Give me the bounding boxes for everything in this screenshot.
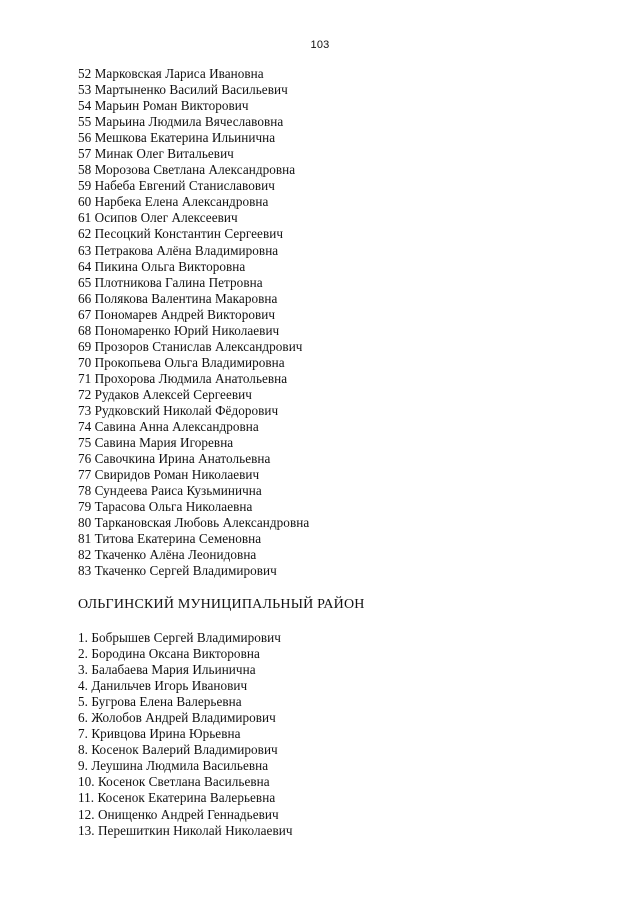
name-list-olginsky (78, 630, 293, 839)
list-item: 70 Прокопьева Ольга Владимировна (78, 354, 285, 370)
list-item: 65 Плотникова Галина Петровна (78, 274, 263, 290)
list-item: 60 Нарбека Елена Александровна (78, 194, 269, 210)
list-item: 61 Осипов Олег Алексеевич (78, 210, 238, 226)
list-item: 80 Таркановская Любовь Александровна (78, 515, 310, 531)
list-item: 6. Жолобов Андрей Владимирович (78, 710, 276, 726)
list-item: 58 Морозова Светлана Александровна (78, 162, 296, 178)
list-item: 56 Мешкова Екатерина Ильинична (78, 130, 276, 146)
name-list-continued (78, 66, 309, 580)
list-item: 78 Сундеева Раиса Кузьминична (78, 483, 262, 499)
list-item: 62 Песоцкий Константин Сергеевич (78, 226, 284, 242)
list-item: 73 Рудковский Николай Фёдорович (78, 402, 279, 418)
list-item: 74 Савина Анна Александровна (78, 419, 259, 435)
list-item: 10. Косенок Светлана Васильевна (78, 774, 270, 790)
list-item: 67 Пономарев Андрей Викторович (78, 306, 276, 322)
list-item: 64 Пикина Ольга Викторовна (78, 258, 246, 274)
list-item: 7. Кривцова Ирина Юрьевна (78, 726, 241, 742)
list-item: 72 Рудаков Алексей Сергеевич (78, 386, 252, 402)
list-item: 79 Тарасова Ольга Николаевна (78, 499, 253, 515)
list-item: 59 Набеба Евгений Станиславович (78, 178, 275, 194)
list-item: 8. Косенок Валерий Владимирович (78, 742, 278, 758)
list-item: 4. Данильчев Игорь Иванович (78, 678, 248, 694)
list-item: 69 Прозоров Станислав Александрович (78, 338, 303, 354)
list-item: 82 Ткаченко Алёна Леонидовна (78, 547, 257, 563)
list-item: 53 Мартыненко Василий Васильевич (78, 82, 288, 98)
list-item: 83 Ткаченко Сергей Владимирович (78, 563, 277, 579)
list-item: 52 Марковская Лариса Ивановна (78, 66, 264, 81)
list-item: 5. Бугрова Елена Валерьевна (78, 694, 242, 710)
list-item: 54 Марьин Роман Викторович (78, 98, 249, 114)
list-item: 75 Савина Мария Игоревна (78, 435, 234, 451)
list-item: 2. Бородина Оксана Викторовна (78, 646, 260, 662)
list-item: 71 Прохорова Людмила Анатольевна (78, 370, 288, 386)
list-item: 57 Минак Олег Витальевич (78, 146, 234, 162)
list-item: 13. Перешиткин Николай Николаевич (78, 822, 293, 838)
list-item: 68 Пономаренко Юрий Николаевич (78, 322, 280, 338)
list-item: 81 Титова Екатерина Семеновна (78, 531, 262, 547)
list-item: 3. Балабаева Мария Ильинична (78, 662, 256, 678)
list-item: 77 Свиридов Роман Николаевич (78, 467, 260, 483)
list-item: 55 Марьина Людмила Вячеславовна (78, 114, 284, 130)
page-number: 103 (310, 39, 330, 51)
list-item: 76 Савочкина Ирина Анатольевна (78, 451, 271, 467)
list-item: 12. Онищенко Андрей Геннадьевич (78, 806, 279, 822)
list-item: 66 Полякова Валентина Макаровна (78, 290, 278, 306)
section-heading: ОЛЬГИНСКИЙ МУНИЦИПАЛЬНЫЙ РАЙОН (78, 597, 365, 612)
list-item: 9. Леушина Людмила Васильевна (78, 758, 269, 774)
list-item: 63 Петракова Алёна Владимировна (78, 242, 279, 258)
list-item: 1. Бобрышев Сергей Владимирович (78, 630, 281, 645)
list-item: 11. Косенок Екатерина Валерьевна (78, 790, 276, 806)
